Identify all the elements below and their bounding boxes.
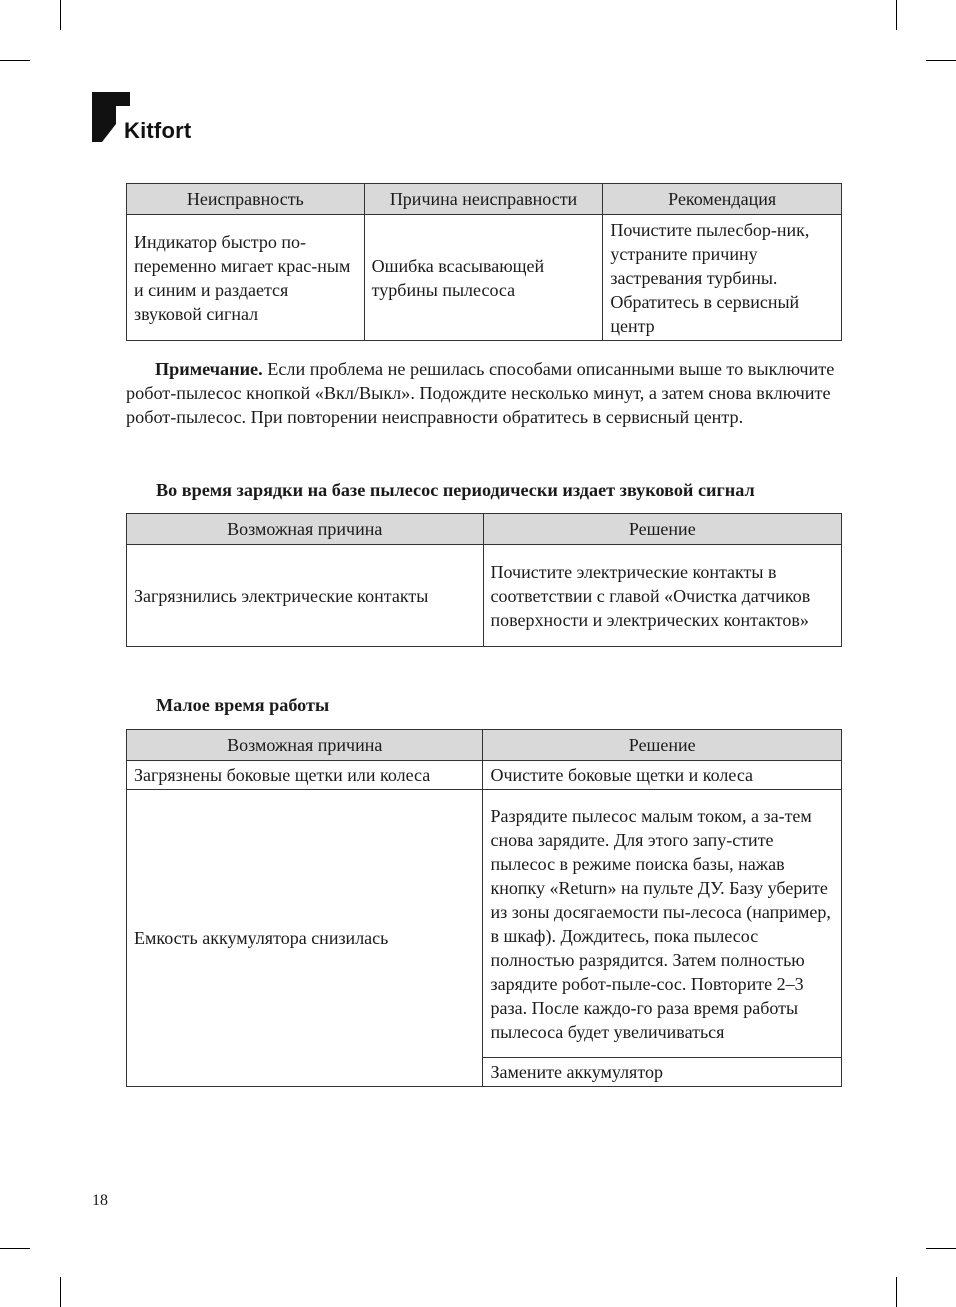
table-row (127, 545, 842, 647)
column-header: Неисправность (127, 184, 365, 215)
crop-mark (60, 1277, 61, 1307)
solution-cell: Замените аккумулятор (483, 1058, 842, 1087)
recommendation-cell: Почистите пылесбор-ник, устраните причину застревания турбины. Обратитесь в сервисный центр (603, 215, 842, 341)
crop-mark (60, 0, 61, 30)
solution-cell: Почистите электрические контакты в соответствии с главой «Очистка датчиков поверхности и электрических контактов» (483, 545, 842, 647)
cause-cell: Загрязнились электрические контакты (127, 545, 484, 647)
cause-cell: Ошибка всасывающей турбины пылесоса (364, 215, 603, 341)
column-header: Причина неисправности (364, 184, 603, 215)
solution-cell: Очистите боковые щетки и колеса (483, 761, 842, 790)
crop-mark (926, 60, 956, 61)
crop-mark (0, 1248, 30, 1249)
crop-mark (0, 60, 30, 61)
solution-cell: Разрядите пылесос малым током, а за-тем снова зарядите. Для этого запу-стите пылесос в режиме поиска базы, нажав кнопку «Return» на пульте ДУ. Базу уберите из зоны досягаемости пы-лесоса (например, в шкаф). Дождитесь, пока пылесос полностью разрядится. Затем полностью зарядите робот-пыле-сос. Повторите 2–3 раза. После каждо-го раза время работы пылесоса будет увеличиваться (483, 790, 842, 1058)
fault-table (126, 183, 842, 341)
column-header: Решение (483, 514, 842, 545)
column-header: Возможная причина (127, 730, 483, 761)
column-header: Решение (483, 730, 842, 761)
table-header-row (127, 730, 842, 761)
table-header-row (127, 184, 842, 215)
crop-mark (926, 1248, 956, 1249)
crop-mark (896, 0, 897, 30)
note-text: Если проблема не решилась способами описанными выше то выключите робот-пылесос кнопкой «Вкл/Выкл». Подождите несколько минут, а затем снова включите робот-пылесос. При повторении неисправности обратитесь в сервисный центр. (126, 359, 835, 427)
column-header: Рекомендация (603, 184, 842, 215)
page-number: 18 (92, 1192, 108, 1209)
crop-mark (896, 1277, 897, 1307)
cause-cell: Загрязнены боковые щетки или колеса (127, 761, 483, 790)
note-paragraph (126, 357, 842, 429)
table-header-row (127, 514, 842, 545)
short-runtime-table (126, 729, 842, 1087)
table-row (127, 215, 842, 341)
charging-beep-table (126, 513, 842, 647)
note-label: Примечание. (155, 359, 263, 379)
table-row (127, 790, 842, 1058)
column-header: Возможная причина (127, 514, 484, 545)
section-heading: Малое время работы (156, 695, 330, 715)
brand-name: Kitfort (124, 118, 192, 143)
table-row (127, 761, 842, 790)
section-heading: Во время зарядки на базе пылесос периодически издает звуковой сигнал (156, 480, 755, 500)
cause-cell: Емкость аккумулятора снизилась (127, 790, 483, 1087)
problem-cell: Индикатор быстро по-переменно мигает крас-ным и синим и раздается звуковой сигнал (127, 215, 365, 341)
